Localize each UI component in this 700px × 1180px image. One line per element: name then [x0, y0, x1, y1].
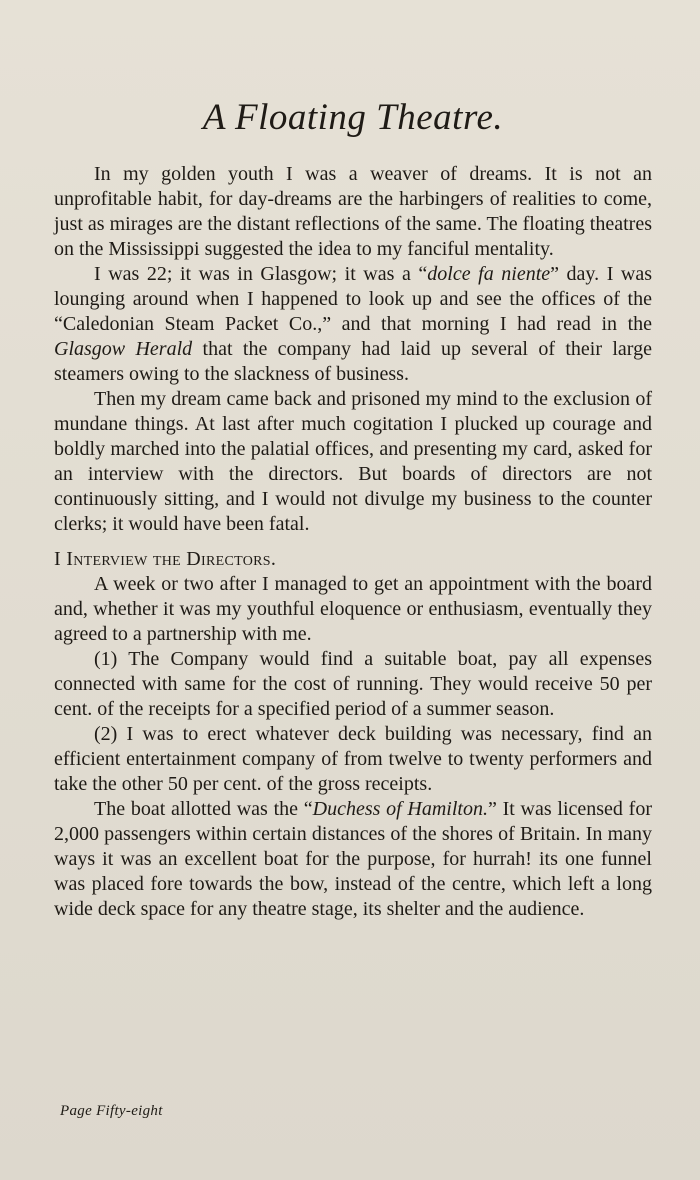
italic-newspaper-name: Glasgow Herald [54, 338, 193, 361]
text-run: that the company had laid up several of their large steamers owing to the slackness of business. [54, 338, 652, 386]
paragraph-appointment: A week or two after I managed to get an appointment with the board and, whether it was my youthful eloquence or enthusiasm, eventually they agreed to a partnership with me. [54, 573, 652, 646]
paragraph-term-1: (1) The Company would find a suitable boat, pay all expenses connected with same for the cost of running. They would receive 50 per cent. of the receipts for a specified period of a summer season. [54, 648, 652, 721]
page-title: A Floating Theatre. [202, 97, 504, 138]
section-heading: I Interview the Directors. [54, 548, 277, 571]
paragraph-glasgow [54, 262, 652, 387]
text-run: ” day. I was lounging around when I happened to look up and see the offices of the “Caledonian Steam Packet Co.,” and that morning I had read in the [54, 263, 653, 336]
italic-phrase: dolce fa niente [427, 263, 551, 286]
text-run: The boat allotted was the “ [94, 798, 313, 821]
paragraph-dream-returns: Then my dream came back and prisoned my mind to the exclusion of mundane things. At last after much cogitation I plucked up courage and boldly marched into the palatial offices, and presenting my card, asked for an interview with the directors. But boards of directors are not continuously sitting, and I would not divulge my business to the counter clerks; it would have been fatal. [54, 388, 652, 536]
paragraph-golden-youth: In my golden youth I was a weaver of dreams. It is not an unprofitable habit, for day-dreams are the harbingers of realities to come, just as mirages are the distant reflections of the same. The floating theatres on the Mississippi suggested the idea to my fanciful mentality. [54, 163, 652, 261]
paragraph-boat-allotted [54, 797, 652, 922]
paragraph-term-2: (2) I was to erect whatever deck building was necessary, find an efficient entertainment company of from twelve to twenty performers and take the other 50 per cent. of the gross receipts. [54, 723, 652, 796]
text-run: I was 22; it was in Glasgow; it was a “ [94, 263, 428, 286]
page-number-footer: Page Fifty-eight [60, 1103, 163, 1119]
italic-boat-name: Duchess of Hamilton. [312, 798, 488, 821]
text-run: ” It was licensed for 2,000 passengers within certain distances of the shores of Britain. In many ways it was an excellent boat for the purpose, for hurrah! its one funnel was placed fore towards the bow, instead of the centre, which left a long wide deck space for any theatre stage, its shelter and the audience. [54, 798, 652, 921]
